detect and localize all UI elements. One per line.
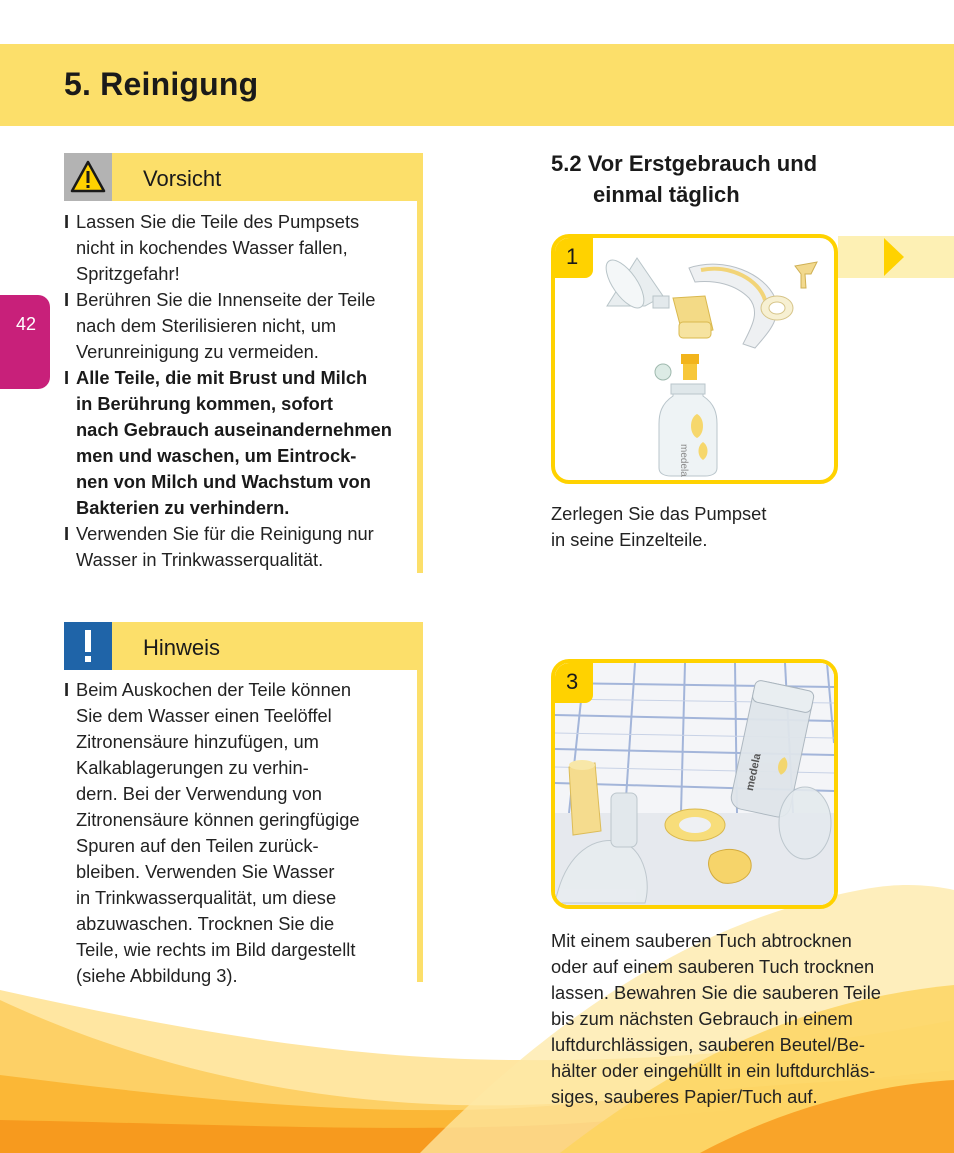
step-number: 3 <box>566 669 579 694</box>
caution-line: Verunreinigung zu vermeiden. <box>76 341 319 362</box>
caution-line: in Berührung kommen, sofort <box>76 393 333 414</box>
caption-line: Zerlegen Sie das Pumpset <box>551 503 767 524</box>
section-heading-line: einmal täglich <box>593 182 740 207</box>
exclamation-icon <box>64 622 112 670</box>
note-line: Beim Auskochen der Teile können <box>76 679 352 700</box>
list-item: I Verwenden Sie für die Reinigung nur Wasser in Trinkwasserqualität. <box>64 523 374 570</box>
list-item: I Lassen Sie die Teile des Pumpsets nicht in kochendes Wasser fallen, Spritzgefahr! <box>64 211 360 284</box>
step-1-caption <box>551 501 766 553</box>
note-line: Sie dem Wasser einen Teelöffel <box>76 705 332 726</box>
page-tab <box>0 295 50 389</box>
note-line: Spuren auf den Teilen zurück- <box>76 835 319 856</box>
note-line: dern. Bei der Verwendung von <box>76 783 322 804</box>
section-heading-line: 5.2 Vor Erstgebrauch und <box>551 151 818 176</box>
step-number: 1 <box>566 244 579 269</box>
list-item: I Beim Auskochen der Teile können Sie dem Wasser einen Teelöffel Zitronensäure hinzufügen, um Kalkablagerungen zu verhin- dern. Bei der Verwendung von Zitronensäure können geringfügige Spuren auf den Teilen zurück- bleiben. Verwenden Sie Wasser in Trinkwasserqualität, um diese abzuwaschen. Trocknen Sie die Teile, wie rechts im Bild dargestellt (siehe Abbildung 3). <box>64 679 360 986</box>
caution-line: nicht in kochendes Wasser fallen, <box>76 237 348 258</box>
caption-line: Mit einem sauberen Tuch abtrocknen <box>551 930 852 951</box>
warning-triangle-icon <box>64 153 112 201</box>
note-header <box>64 622 423 670</box>
step-1-image <box>551 234 838 484</box>
drying-parts-photo <box>555 663 834 905</box>
page-title: 5. Reinigung <box>64 66 259 102</box>
note-line: Kalkablagerungen zu verhin- <box>76 757 309 778</box>
next-arrow-icon <box>884 238 904 276</box>
caution-box <box>64 153 423 201</box>
note-line: Zitronensäure können geringfügige <box>76 809 360 830</box>
note-line: in Trinkwasserqualität, um diese <box>76 887 337 908</box>
caution-line: Spritzgefahr! <box>76 263 180 284</box>
caution-header <box>64 153 423 201</box>
caution-line: men und waschen, um Eintrock- <box>76 445 357 466</box>
caution-side-rule <box>417 153 423 573</box>
caution-line: Bakterien zu verhindern. <box>76 497 290 518</box>
note-line: (siehe Abbildung 3). <box>76 965 238 986</box>
list-item: I Berühren Sie die Innenseite der Teile nach dem Sterilisieren nicht, um Verunreinigung zu vermeiden. <box>64 289 376 362</box>
caution-line: Verwenden Sie für die Reinigung nur <box>76 523 374 544</box>
step-badge <box>555 663 593 703</box>
bottle-label: medela <box>743 752 764 792</box>
caution-line: Lassen Sie die Teile des Pumpsets <box>76 211 360 232</box>
note-line: abzuwaschen. Trocknen Sie die <box>76 913 335 934</box>
section-heading <box>551 148 817 210</box>
caution-list <box>64 209 408 573</box>
note-side-rule <box>417 622 423 982</box>
step-3-caption <box>551 928 881 1110</box>
bottle-label: medela <box>678 444 689 477</box>
page-number: 42 <box>16 314 37 334</box>
step-badge <box>555 238 593 278</box>
list-item: I Alle Teile, die mit Brust und Milch in Berührung kommen, sofort nach Gebrauch auseinandernehmen men und waschen, um Eintrock- nen von Milch und Wachstum von Bakterien zu verhindern. <box>64 367 392 518</box>
caption-line: luftdurchlässigen, sauberen Beutel/Be- <box>551 1034 866 1055</box>
note-line: Zitronensäure hinzufügen, um <box>76 731 319 752</box>
caution-line: Wasser in Trinkwasserqualität. <box>76 549 324 570</box>
caption-line: hälter oder eingehüllt in ein luftdurchläs- <box>551 1060 876 1081</box>
caution-title: Vorsicht <box>143 166 222 191</box>
note-title: Hinweis <box>143 635 221 660</box>
caption-line: siges, sauberes Papier/Tuch auf. <box>551 1086 818 1107</box>
caution-line: nach dem Sterilisieren nicht, um <box>76 315 337 336</box>
caption-line: bis zum nächsten Gebrauch in einem <box>551 1008 853 1029</box>
caution-line: Alle Teile, die mit Brust und Milch <box>76 367 368 388</box>
note-line: bleiben. Verwenden Sie Wasser <box>76 861 335 882</box>
step-3-image <box>551 659 838 909</box>
pump-parts-illustration <box>555 238 834 480</box>
caution-line: nach Gebrauch auseinandernehmen <box>76 419 392 440</box>
caution-line: Berühren Sie die Innenseite der Teile <box>76 289 376 310</box>
note-list <box>64 677 408 989</box>
caption-line: lassen. Bewahren Sie die sauberen Teile <box>551 982 881 1003</box>
note-box <box>64 622 423 670</box>
caption-line: in seine Einzelteile. <box>551 529 708 550</box>
caution-line: nen von Milch und Wachstum von <box>76 471 371 492</box>
note-line: Teile, wie rechts im Bild dargestellt <box>76 939 356 960</box>
caption-line: oder auf einem sauberen Tuch trocknen <box>551 956 875 977</box>
